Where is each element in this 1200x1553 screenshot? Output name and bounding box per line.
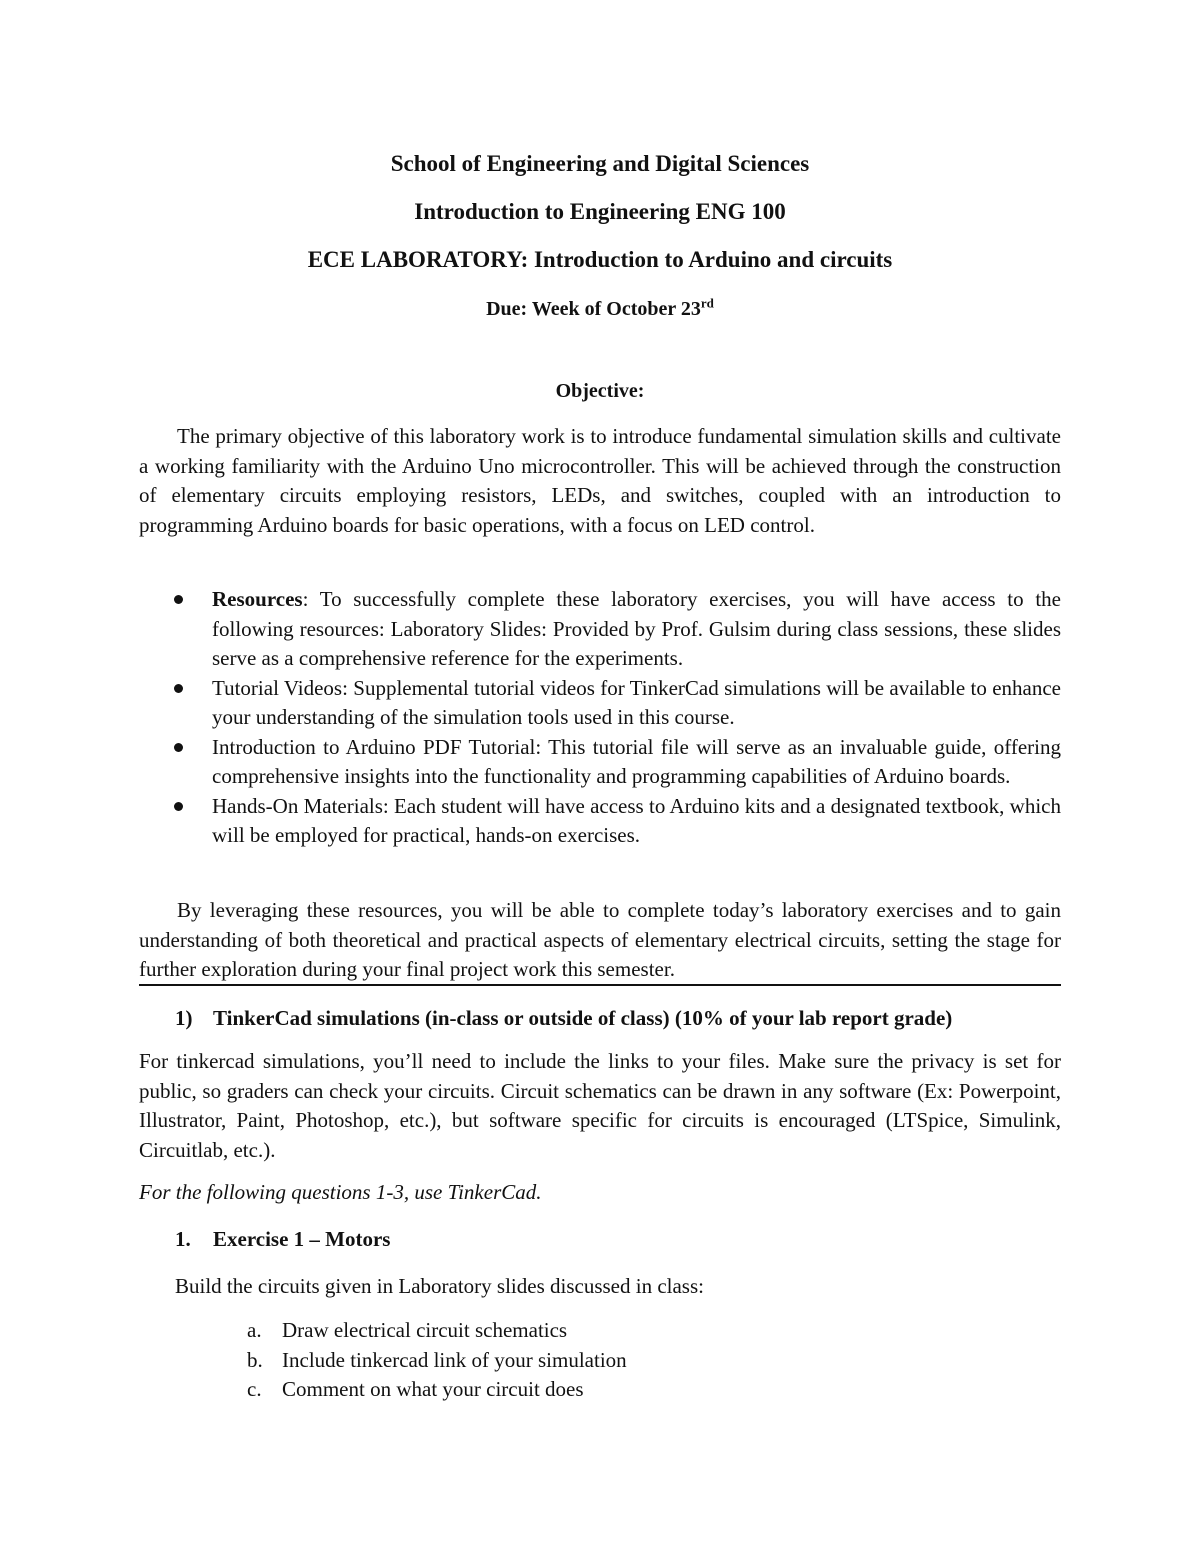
resources-label: Resources <box>212 587 303 611</box>
task-text: Include tinkercad link of your simulation <box>282 1347 627 1372</box>
objective-heading: Objective: <box>555 380 645 402</box>
list-item <box>139 792 1061 851</box>
task-letter: a. <box>247 1318 262 1342</box>
list-item <box>247 1346 627 1376</box>
list-item <box>139 585 1061 674</box>
section-number: 1) <box>175 1006 193 1030</box>
bullet-icon <box>174 684 183 693</box>
exercise-number: 1. <box>175 1227 191 1251</box>
bullet-icon <box>174 595 183 604</box>
instruction-note: For the following questions 1-3, use TinkerCad. <box>139 1180 542 1204</box>
objective-section <box>139 422 1061 540</box>
task-text: Draw electrical circuit schematics <box>282 1318 568 1342</box>
due-date-text: Due: Week of October 23 <box>486 298 701 320</box>
exercise-title: Exercise 1 – Motors <box>213 1227 391 1251</box>
closing-paragraph: By leveraging these resources, you will be able to complete today’s laboratory exercises and to gain understanding of both theoretical and practical aspects of elementary electrical circuits, setting the stage for further exploration during your final project work this semester. <box>139 898 1061 981</box>
section-intro <box>139 1047 1061 1165</box>
section-paragraph: For tinkercad simulations, you’ll need to include the links to your files. Make sure the privacy is set for public, so graders can check your circuits. Circuit schematics can be drawn in any software (Ex: Powerpoint, Illustrator, Paint, Photoshop, etc.), but software specific for circuits is encouraged (LTSpice, Simulink, Circuitlab, etc.). <box>139 1049 1061 1162</box>
bullet-icon <box>174 802 183 811</box>
bullet-icon <box>174 743 183 752</box>
document-header <box>0 140 1200 324</box>
lab-title: ECE LABORATORY: Introduction to Arduino and circuits <box>307 247 893 272</box>
section-divider <box>139 984 1061 986</box>
course-title: Introduction to Engineering ENG 100 <box>414 199 786 224</box>
list-item <box>139 674 1061 733</box>
closing-section <box>139 896 1061 985</box>
due-date-suffix: rd <box>700 295 714 311</box>
task-letter: c. <box>247 1377 262 1401</box>
due-date <box>0 294 1200 324</box>
task-letter: b. <box>247 1347 263 1372</box>
exercise-heading <box>175 1225 390 1255</box>
school-title: School of Engineering and Digital Sciences <box>390 151 810 176</box>
section-title: TinkerCad simulations (in-class or outside of class) (10% of your lab report grade) <box>213 1006 953 1030</box>
section-heading <box>175 1003 952 1033</box>
task-list <box>247 1316 627 1405</box>
list-item-text: Introduction to Arduino PDF Tutorial: This tutorial file will serve as an invaluable guide, offering comprehensive insights into the functionality and programming capabilities of Arduino boards. <box>212 734 1061 788</box>
list-item-text: Hands-On Materials: Each student will have access to Arduino kits and a designated textbook, which will be employed for practical, hands-on exercises. <box>212 793 1061 847</box>
list-item <box>247 1375 627 1405</box>
task-text: Comment on what your circuit does <box>282 1377 584 1401</box>
list-item-text: : To successfully complete these laboratory exercises, you will have access to the following resources: Laboratory Slides: Provided by Prof. Gulsim during class sessions, these slides serve as a comprehensive reference for the experiments. <box>212 587 1061 670</box>
resources-list <box>139 585 1061 851</box>
list-item <box>139 733 1061 792</box>
objective-paragraph: The primary objective of this laboratory work is to introduce fundamental simulation skills and cultivate a working familiarity with the Arduino Uno microcontroller. This will be achieved through the construction of elementary circuits employing resistors, LEDs, and switches, coupled with an introduction to programming Arduino boards for basic operations, with a focus on LED control. <box>139 424 1061 537</box>
build-instruction: Build the circuits given in Laboratory slides discussed in class: <box>175 1274 704 1298</box>
list-item-text: Tutorial Videos: Supplemental tutorial videos for TinkerCad simulations will be available to enhance your understanding of the simulation tools used in this course. <box>212 675 1061 729</box>
list-item <box>247 1316 627 1346</box>
